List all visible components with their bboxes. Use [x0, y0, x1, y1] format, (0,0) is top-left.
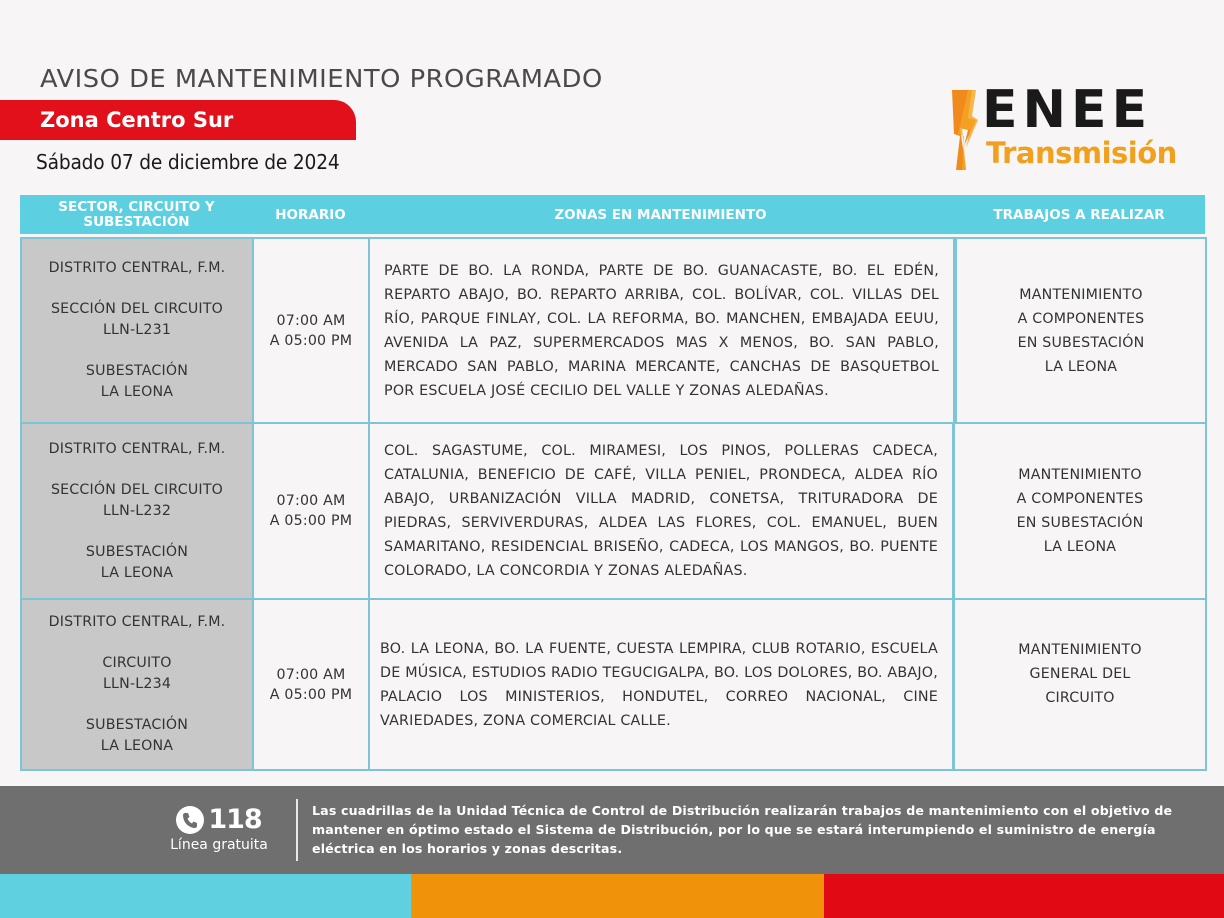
time-start: 07:00 AM: [276, 493, 346, 509]
hotline: [164, 804, 274, 853]
works-cell: [953, 598, 1207, 771]
schedule-cell: [252, 422, 370, 600]
substation-name: LA LEONA: [100, 564, 174, 581]
zone-banner: Zona Centro Sur: [0, 100, 356, 140]
time-end: A 05:00 PM: [269, 686, 353, 703]
column-header-sector-line1: SECTOR, CIRCUITO Y: [58, 198, 215, 215]
substation-label: SUBESTACIÓN: [85, 717, 189, 733]
district: DISTRITO CENTRAL, F.M.: [48, 260, 226, 276]
works-cell: [955, 237, 1207, 424]
zones-text: BO. LA LEONA, BO. LA FUENTE, CUESTA LEMPIRA, CLUB ROTARIO, ESCUELA DE MÚSICA, ESTUDIOS RADIO TEGUCIGALPA, BO. LOS DOLORES, BO. ABAJO, PALACIO LOS MINISTERIOS, HONDUTEL, CORREO NACIONAL, CINE VARIEDADES, ZONA COMERCIAL CALLE.: [380, 640, 938, 729]
works-line: A COMPONENTES: [1017, 310, 1145, 327]
works-line: A COMPONENTES: [1016, 491, 1144, 507]
district: DISTRITO CENTRAL, F.M.: [48, 440, 226, 457]
column-header-sector-line2: SUBESTACIÓN: [83, 213, 190, 230]
hotline-number: 118: [208, 804, 262, 835]
substation-name: LA LEONA: [100, 738, 174, 754]
table-header: [20, 195, 1205, 234]
orange-bar: [411, 874, 824, 918]
sector-cell: [20, 422, 254, 600]
zones-text: PARTE DE BO. LA RONDA, PARTE DE BO. GUANACASTE, BO. EL EDÉN, REPARTO ABAJO, BO. REPARTO ARRIBA, COL. BOLÍVAR, COL. VILLAS DEL RÍO, PARQUE FINLAY, COL. LA REFORMA, BO. MANCHEN, EMBAJADA EEUU, AVENIDA LA PAZ, SUPERMERCADOS MAS X MENOS, BO. SAN PABLO, MERCADO SAN PABLO, MARINA MERCANTE, CANCHAS DE BASQUETBOL POR ESCUELA JOSÉ CECILIO DEL VALLE Y ZONAS ALEDAÑAS.: [384, 262, 939, 399]
column-header-works: TRABAJOS A REALIZAR: [993, 206, 1165, 223]
circuit-code: LLN-L232: [102, 502, 172, 519]
brand-color-bars: [0, 874, 1224, 918]
logo-brand-text: ENEE: [982, 80, 1153, 140]
circuit-code: LLN-L231: [102, 322, 172, 338]
district: DISTRITO CENTRAL, F.M.: [48, 614, 226, 630]
circuit-label: CIRCUITO: [102, 655, 172, 671]
column-header-schedule: HORARIO: [275, 206, 346, 223]
footer-message: Las cuadrillas de la Unidad Técnica de Control de Distribución realizarán trabajos de mantenimiento con el objetivo de mantener en óptimo estado el Sistema de Distribución, por lo que se estará interumpiendo el suministro de energía eléctrica en los horarios y zonas descritas.: [312, 803, 1173, 856]
works-line: MANTENIMIENTO: [1019, 286, 1143, 303]
schedule-cell: [252, 598, 370, 771]
substation-label: SUBESTACIÓN: [85, 363, 189, 379]
zones-cell: [368, 598, 954, 771]
time-start: 07:00 AM: [276, 312, 346, 329]
substation-label: SUBESTACIÓN: [85, 543, 189, 560]
zones-cell: [368, 237, 955, 424]
circuit-code: LLN-L234: [102, 676, 172, 692]
page-title: AVISO DE MANTENIMIENTO PROGRAMADO: [40, 64, 603, 93]
works-line: CIRCUITO: [1045, 690, 1115, 706]
table-row: [20, 422, 1207, 600]
logo-subtitle: Transmisión: [986, 136, 1177, 170]
column-header-zones: ZONAS EN MANTENIMIENTO: [554, 206, 767, 223]
works-line: EN SUBESTACIÓN: [1016, 515, 1144, 531]
time-end: A 05:00 PM: [269, 513, 353, 529]
works-line: LA LEONA: [1043, 539, 1117, 555]
circuit-label: SECCIÓN DEL CIRCUITO: [50, 301, 224, 317]
sector-cell: [20, 598, 254, 771]
footer-info-bar: [0, 786, 1224, 874]
works-line: EN SUBESTACIÓN: [1017, 334, 1145, 351]
zones-text: COL. SAGASTUME, COL. MIRAMESI, LOS PINOS, POLLERAS CADECA, CATALUNIA, BENEFICIO DE CAFÉ, VILLA PENIEL, PRONDECA, ALDEA RÍO ABAJO, URBANIZACIÓN VILLA MADRID, CONETSA, TRITURADORA DE PIEDRAS, SERVIVERDURAS, ALDEA LAS FLORES, COL. EMANUEL, BUEN SAMARITANO, RESIDENCIAL BRISEÑO, CADECA, LOS MANGOS, BO. PUENTE COLORADO, LA CONCORDIA Y ZONAS ALEDAÑAS.: [384, 443, 938, 579]
sector-cell: [20, 237, 254, 424]
column-header-sector: [20, 200, 253, 230]
red-bar: [824, 874, 1224, 918]
zones-cell: [368, 422, 954, 600]
works-line: GENERAL DEL: [1029, 666, 1131, 682]
lightning-bolt-icon: [952, 90, 978, 170]
table-row: [20, 237, 1207, 424]
table-row: [20, 598, 1207, 771]
substation-name: LA LEONA: [100, 384, 174, 400]
phone-icon: [176, 806, 204, 834]
schedule-cell: [252, 237, 370, 424]
works-line: LA LEONA: [1044, 358, 1118, 375]
maintenance-date: Sábado 07 de diciembre de 2024: [36, 150, 340, 174]
cyan-bar: [0, 874, 411, 918]
works-cell: [953, 422, 1207, 600]
circuit-label: SECCIÓN DEL CIRCUITO: [50, 481, 224, 498]
time-end: A 05:00 PM: [269, 332, 353, 349]
enee-logo: [952, 80, 1192, 172]
hotline-label: Línea gratuita: [170, 837, 268, 853]
works-line: MANTENIMIENTO: [1018, 467, 1142, 483]
works-line: MANTENIMIENTO: [1018, 642, 1142, 658]
footer-divider: [296, 799, 298, 861]
time-start: 07:00 AM: [276, 666, 346, 683]
